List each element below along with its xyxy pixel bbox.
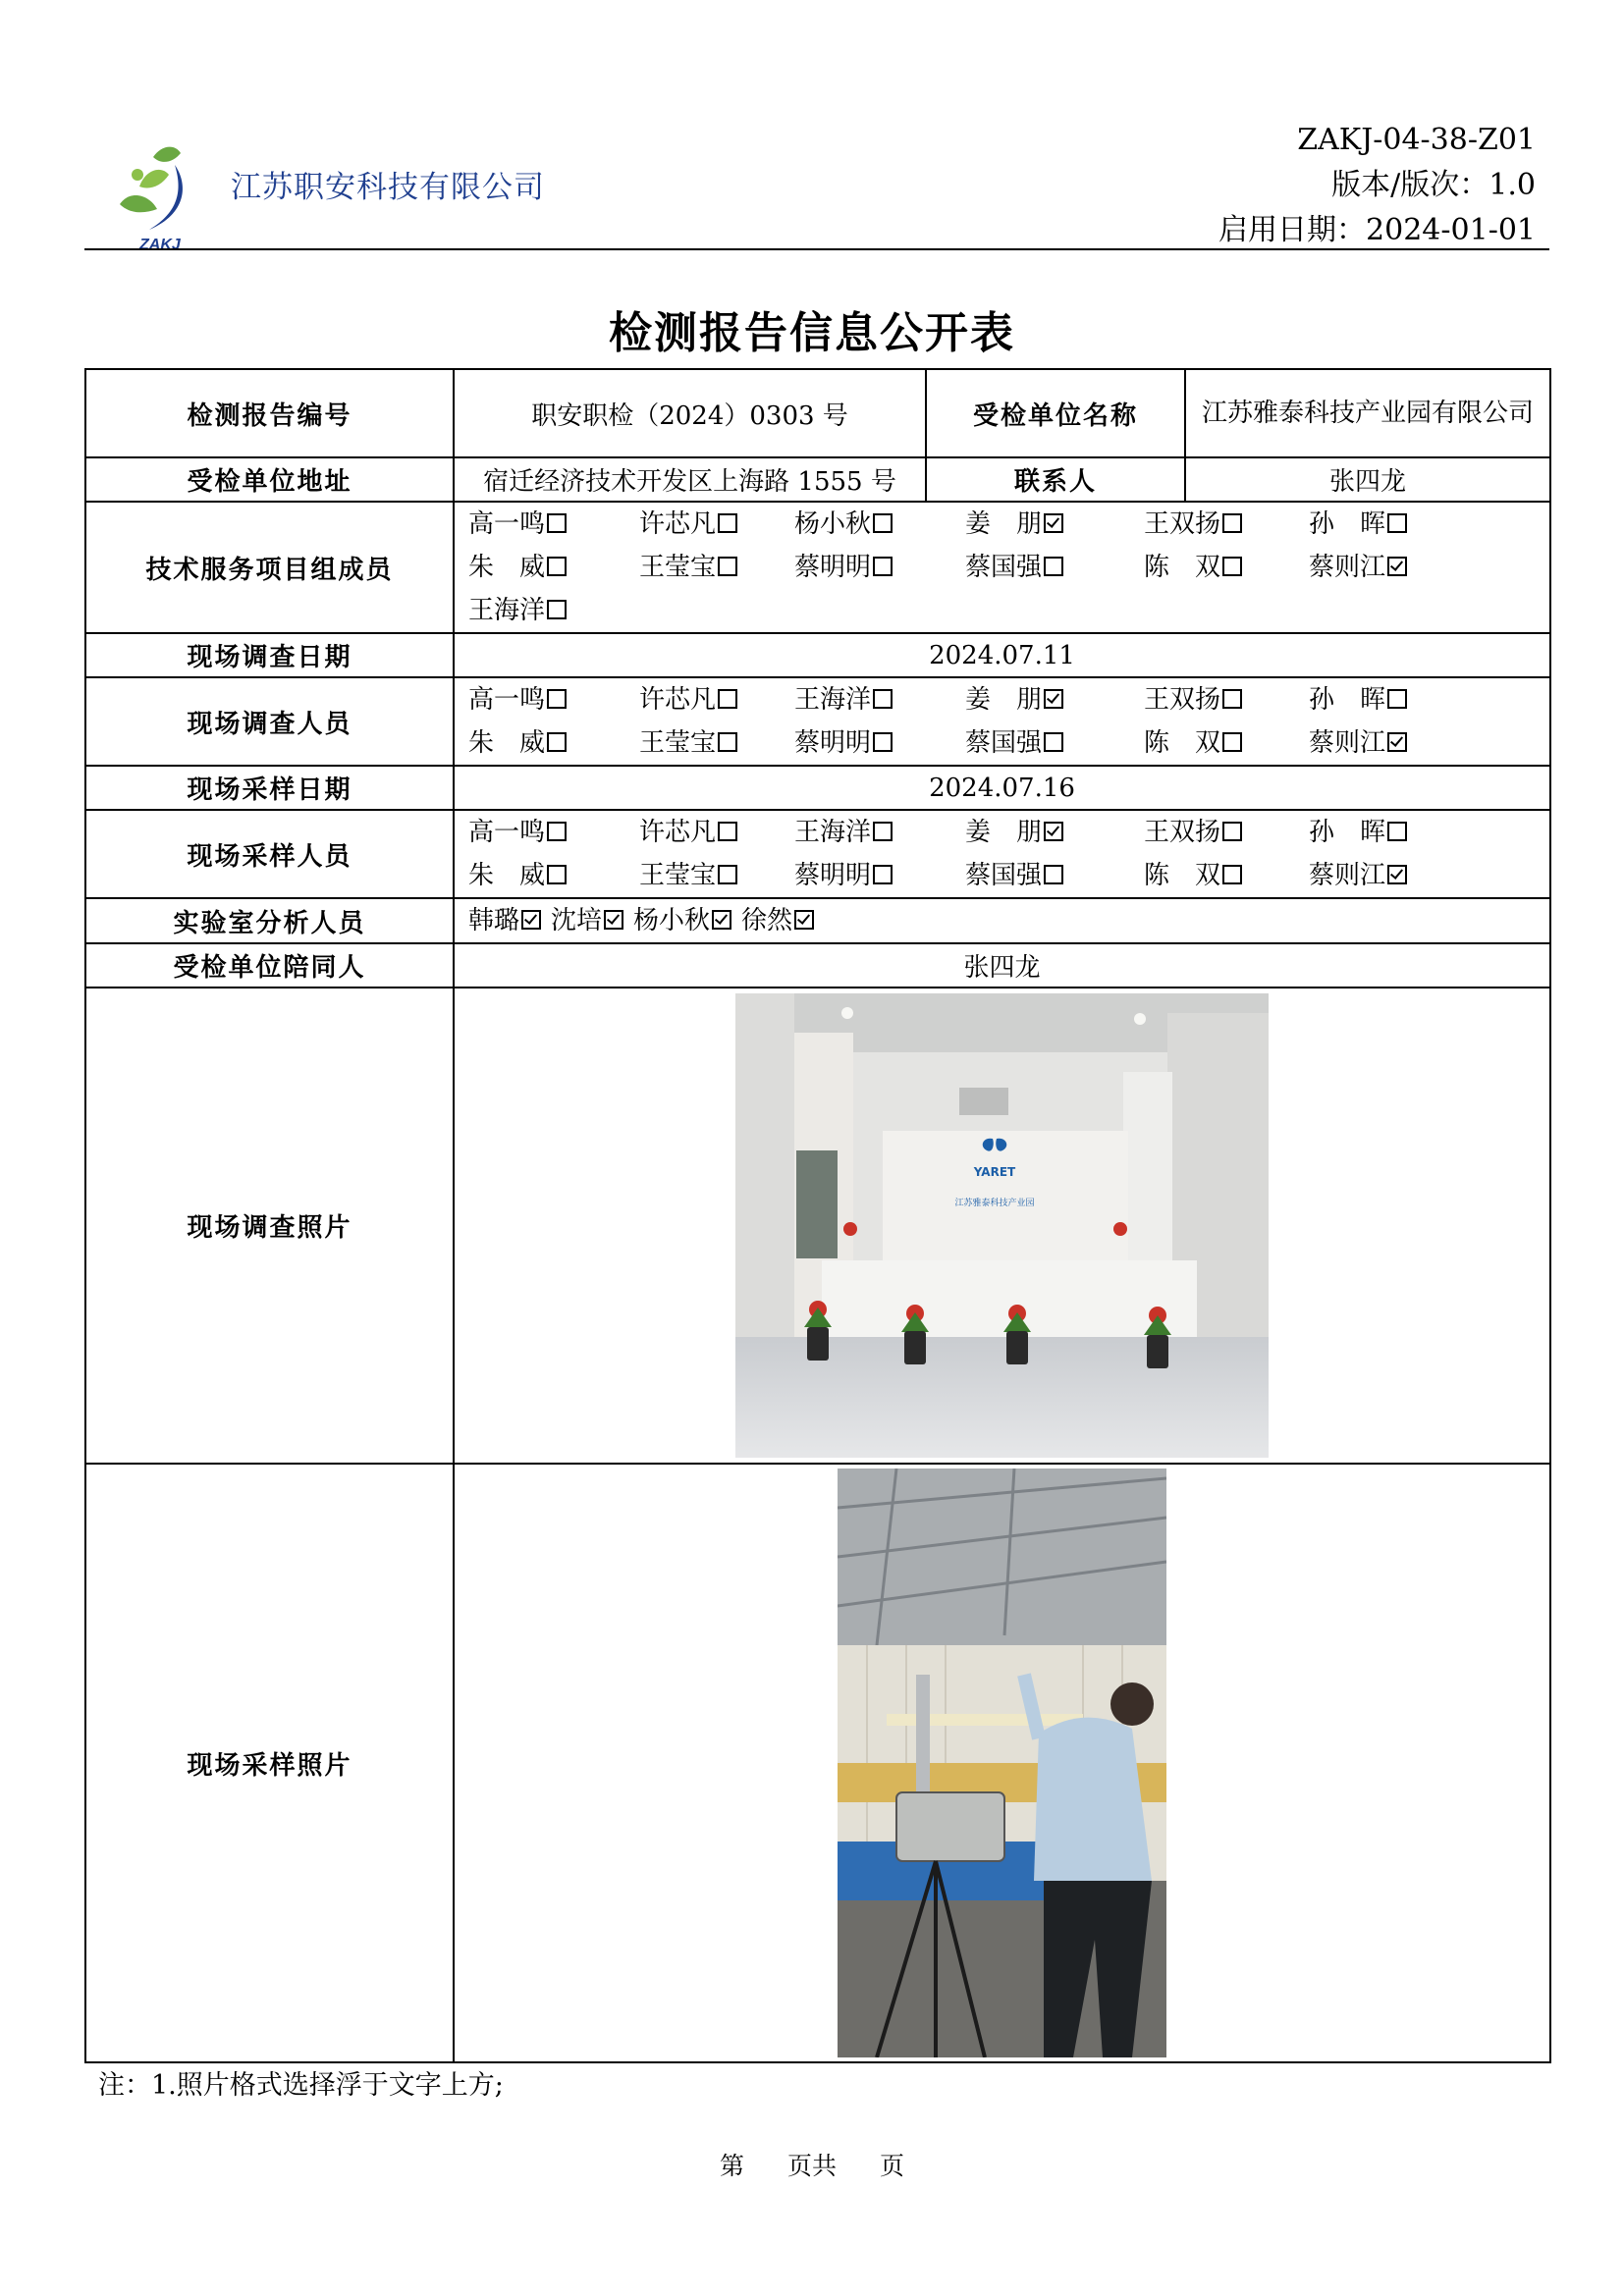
checkbox-unchecked-icon[interactable] bbox=[1387, 513, 1407, 533]
checkbox-unchecked-icon[interactable] bbox=[547, 822, 567, 841]
person-name: 蔡明明 bbox=[794, 553, 872, 582]
label-escort: 受检单位陪同人 bbox=[85, 943, 454, 988]
person-item bbox=[639, 503, 794, 546]
checkbox-unchecked-icon[interactable] bbox=[1222, 865, 1242, 884]
label-sampling-staff: 现场采样人员 bbox=[85, 810, 454, 898]
lab-staff-list bbox=[454, 898, 1550, 943]
person-item bbox=[468, 721, 639, 765]
page-title: 检测报告信息公开表 bbox=[609, 308, 1015, 358]
person-name: 蔡国强 bbox=[965, 728, 1043, 758]
person-name: 王海洋 bbox=[468, 596, 546, 625]
person-item bbox=[551, 899, 623, 942]
photo-sign-sub: 江苏雅泰科技产业园 bbox=[954, 1199, 1035, 1208]
person-name: 王双扬 bbox=[1144, 818, 1221, 847]
person-item bbox=[1144, 811, 1309, 854]
checkbox-checked-icon[interactable] bbox=[1387, 865, 1407, 884]
checkbox-unchecked-icon[interactable] bbox=[547, 689, 567, 709]
label-sampling-date: 现场采样日期 bbox=[85, 766, 454, 810]
person-item bbox=[639, 854, 794, 897]
checkbox-unchecked-icon[interactable] bbox=[1044, 865, 1063, 884]
row-address bbox=[85, 457, 1550, 502]
label-survey-photo: 现场调查照片 bbox=[85, 988, 454, 1464]
person-item bbox=[794, 678, 965, 721]
checkbox-checked-icon[interactable] bbox=[1044, 513, 1063, 533]
label-survey-staff: 现场调查人员 bbox=[85, 677, 454, 766]
person-name: 朱 威 bbox=[468, 861, 546, 890]
person-name: 姜 朋 bbox=[965, 818, 1043, 847]
label-lab-staff: 实验室分析人员 bbox=[85, 898, 454, 943]
checkbox-unchecked-icon[interactable] bbox=[547, 732, 567, 752]
person-item bbox=[1144, 678, 1309, 721]
checkbox-unchecked-icon[interactable] bbox=[1222, 732, 1242, 752]
person-item bbox=[639, 678, 794, 721]
person-name: 王莹宝 bbox=[639, 861, 717, 890]
person-item bbox=[794, 721, 965, 765]
person-name: 许芯凡 bbox=[639, 509, 717, 539]
checkbox-unchecked-icon[interactable] bbox=[718, 513, 737, 533]
page-footer bbox=[0, 2147, 1624, 2182]
label-sampling-photo: 现场采样照片 bbox=[85, 1464, 454, 2062]
checkbox-unchecked-icon[interactable] bbox=[547, 513, 567, 533]
footer-page-mid: 页共 bbox=[786, 2152, 837, 2180]
person-item bbox=[468, 546, 639, 589]
checkbox-unchecked-icon[interactable] bbox=[718, 732, 737, 752]
label-report-no: 检测报告编号 bbox=[85, 369, 454, 457]
person-name: 孙 晖 bbox=[1309, 818, 1386, 847]
person-name: 姜 朋 bbox=[965, 685, 1043, 715]
person-name: 徐然 bbox=[741, 906, 793, 935]
survey-photo-cell bbox=[454, 988, 1550, 1464]
sampling-staff-list bbox=[454, 810, 1550, 898]
person-item bbox=[1309, 503, 1456, 546]
header-divider bbox=[84, 248, 1549, 250]
person-item bbox=[794, 811, 965, 854]
person-name: 陈 双 bbox=[1144, 553, 1221, 582]
checkbox-unchecked-icon[interactable] bbox=[873, 557, 893, 576]
doc-code: ZAKJ-04-38-Z01 bbox=[1297, 123, 1536, 157]
checkbox-unchecked-icon[interactable] bbox=[1044, 732, 1063, 752]
person-name: 杨小秋 bbox=[794, 509, 872, 539]
checkbox-unchecked-icon[interactable] bbox=[873, 732, 893, 752]
checkbox-checked-icon[interactable] bbox=[521, 910, 541, 930]
person-name: 蔡则江 bbox=[1309, 728, 1386, 758]
person-name: 蔡国强 bbox=[965, 861, 1043, 890]
checkbox-unchecked-icon[interactable] bbox=[718, 557, 737, 576]
checkbox-unchecked-icon[interactable] bbox=[718, 822, 737, 841]
person-name: 沈培 bbox=[551, 906, 603, 935]
person-item bbox=[1309, 721, 1456, 765]
checkbox-checked-icon[interactable] bbox=[1387, 557, 1407, 576]
checkbox-unchecked-icon[interactable] bbox=[1387, 689, 1407, 709]
person-name: 王莹宝 bbox=[639, 553, 717, 582]
checkbox-unchecked-icon[interactable] bbox=[1044, 557, 1063, 576]
value-unit-name: 江苏雅泰科技产业园有限公司 bbox=[1185, 369, 1550, 457]
person-item bbox=[468, 854, 639, 897]
person-name: 许芯凡 bbox=[639, 818, 717, 847]
person-name: 王莹宝 bbox=[639, 728, 717, 758]
row-escort bbox=[85, 943, 1550, 988]
checkbox-unchecked-icon[interactable] bbox=[1387, 822, 1407, 841]
person-item bbox=[965, 721, 1144, 765]
value-address: 宿迁经济技术开发区上海路 1555 号 bbox=[454, 457, 926, 502]
row-tech-members bbox=[85, 502, 1550, 633]
person-name: 朱 威 bbox=[468, 553, 546, 582]
person-item bbox=[1144, 854, 1309, 897]
checkbox-unchecked-icon[interactable] bbox=[1222, 822, 1242, 841]
company-name: 江苏职安科技有限公司 bbox=[231, 170, 545, 205]
person-item bbox=[468, 503, 639, 546]
person-item bbox=[794, 854, 965, 897]
value-escort: 张四龙 bbox=[454, 943, 1550, 988]
row-sampling-date bbox=[85, 766, 1550, 810]
photo-sign-text: YARET bbox=[973, 1165, 1016, 1179]
person-name: 蔡国强 bbox=[965, 553, 1043, 582]
person-item bbox=[741, 899, 814, 942]
row-sampling-photo bbox=[85, 1464, 1550, 2062]
person-item bbox=[639, 811, 794, 854]
row-sampling-staff bbox=[85, 810, 1550, 898]
checkbox-unchecked-icon[interactable] bbox=[718, 689, 737, 709]
person-item bbox=[1144, 546, 1309, 589]
person-item bbox=[1309, 854, 1456, 897]
person-name: 王双扬 bbox=[1144, 685, 1221, 715]
label-unit-name: 受检单位名称 bbox=[926, 369, 1185, 457]
person-name: 王双扬 bbox=[1144, 509, 1221, 539]
checkbox-checked-icon[interactable] bbox=[1044, 689, 1063, 709]
label-address: 受检单位地址 bbox=[85, 457, 454, 502]
company-logo bbox=[110, 135, 204, 251]
survey-photo bbox=[735, 993, 1269, 1458]
person-item bbox=[639, 546, 794, 589]
person-name: 王海洋 bbox=[794, 818, 872, 847]
sampling-photo-cell bbox=[454, 1464, 1550, 2062]
doc-version: 版本/版次：1.0 bbox=[1331, 168, 1536, 202]
checkbox-unchecked-icon[interactable] bbox=[547, 865, 567, 884]
person-name: 朱 威 bbox=[468, 728, 546, 758]
person-item bbox=[468, 589, 639, 632]
person-name: 孙 晖 bbox=[1309, 509, 1386, 539]
person-name: 蔡明明 bbox=[794, 728, 872, 758]
person-name: 韩璐 bbox=[468, 906, 520, 935]
person-name: 陈 双 bbox=[1144, 861, 1221, 890]
checkbox-unchecked-icon[interactable] bbox=[547, 600, 567, 619]
checkbox-unchecked-icon[interactable] bbox=[873, 822, 893, 841]
survey-staff-list bbox=[454, 677, 1550, 766]
person-item bbox=[639, 721, 794, 765]
checkbox-unchecked-icon[interactable] bbox=[547, 557, 567, 576]
checkbox-unchecked-icon[interactable] bbox=[718, 865, 737, 884]
checkbox-checked-icon[interactable] bbox=[794, 910, 814, 930]
person-item bbox=[965, 854, 1144, 897]
person-item bbox=[794, 546, 965, 589]
person-name: 孙 晖 bbox=[1309, 685, 1386, 715]
checkbox-checked-icon[interactable] bbox=[1387, 732, 1407, 752]
person-item bbox=[965, 503, 1144, 546]
tech-members-list bbox=[454, 502, 1550, 633]
sampling-photo bbox=[838, 1468, 1166, 2057]
person-item bbox=[965, 678, 1144, 721]
checkbox-unchecked-icon[interactable] bbox=[1222, 557, 1242, 576]
report-info-table bbox=[84, 368, 1551, 2063]
person-item bbox=[633, 899, 731, 942]
person-item bbox=[1144, 503, 1309, 546]
checkbox-unchecked-icon[interactable] bbox=[873, 689, 893, 709]
person-name: 许芯凡 bbox=[639, 685, 717, 715]
person-name: 杨小秋 bbox=[633, 906, 711, 935]
person-item bbox=[794, 503, 965, 546]
value-survey-date: 2024.07.11 bbox=[454, 633, 1550, 677]
value-report-no: 职安职检（2024）0303 号 bbox=[454, 369, 926, 457]
checkbox-unchecked-icon[interactable] bbox=[873, 865, 893, 884]
person-name: 高一鸣 bbox=[468, 818, 546, 847]
checkbox-unchecked-icon[interactable] bbox=[1222, 513, 1242, 533]
document-meta bbox=[1218, 118, 1536, 253]
row-survey-staff bbox=[85, 677, 1550, 766]
person-name: 王海洋 bbox=[794, 685, 872, 715]
person-item bbox=[1309, 811, 1456, 854]
person-name: 高一鸣 bbox=[468, 685, 546, 715]
value-sampling-date: 2024.07.16 bbox=[454, 766, 1550, 810]
person-name: 陈 双 bbox=[1144, 728, 1221, 758]
logo-text: ZAKJ bbox=[139, 237, 181, 251]
person-item bbox=[965, 546, 1144, 589]
row-lab-staff bbox=[85, 898, 1550, 943]
footer-page-suffix: 页 bbox=[879, 2152, 904, 2180]
row-report-no bbox=[85, 369, 1550, 457]
checkbox-checked-icon[interactable] bbox=[1044, 822, 1063, 841]
person-item bbox=[468, 899, 541, 942]
footer-page-prefix: 第 bbox=[720, 2152, 745, 2180]
value-contact: 张四龙 bbox=[1185, 457, 1550, 502]
label-survey-date: 现场调查日期 bbox=[85, 633, 454, 677]
checkbox-unchecked-icon[interactable] bbox=[1222, 689, 1242, 709]
person-name: 蔡则江 bbox=[1309, 861, 1386, 890]
person-name: 蔡则江 bbox=[1309, 553, 1386, 582]
person-name: 姜 朋 bbox=[965, 509, 1043, 539]
checkbox-checked-icon[interactable] bbox=[712, 910, 731, 930]
checkbox-unchecked-icon[interactable] bbox=[873, 513, 893, 533]
checkbox-checked-icon[interactable] bbox=[604, 910, 623, 930]
person-item bbox=[468, 811, 639, 854]
person-item bbox=[1309, 678, 1456, 721]
label-tech-members: 技术服务项目组成员 bbox=[85, 502, 454, 633]
label-contact: 联系人 bbox=[926, 457, 1185, 502]
person-item bbox=[1309, 546, 1456, 589]
person-item bbox=[468, 678, 639, 721]
person-item bbox=[1144, 721, 1309, 765]
person-name: 高一鸣 bbox=[468, 509, 546, 539]
footnote: 注：1.照片格式选择浮于文字上方; bbox=[98, 2070, 504, 2101]
row-survey-photo bbox=[85, 988, 1550, 1464]
row-survey-date bbox=[85, 633, 1550, 677]
doc-start-date: 启用日期：2024-01-01 bbox=[1218, 213, 1536, 247]
person-item bbox=[965, 811, 1144, 854]
person-name: 蔡明明 bbox=[794, 861, 872, 890]
